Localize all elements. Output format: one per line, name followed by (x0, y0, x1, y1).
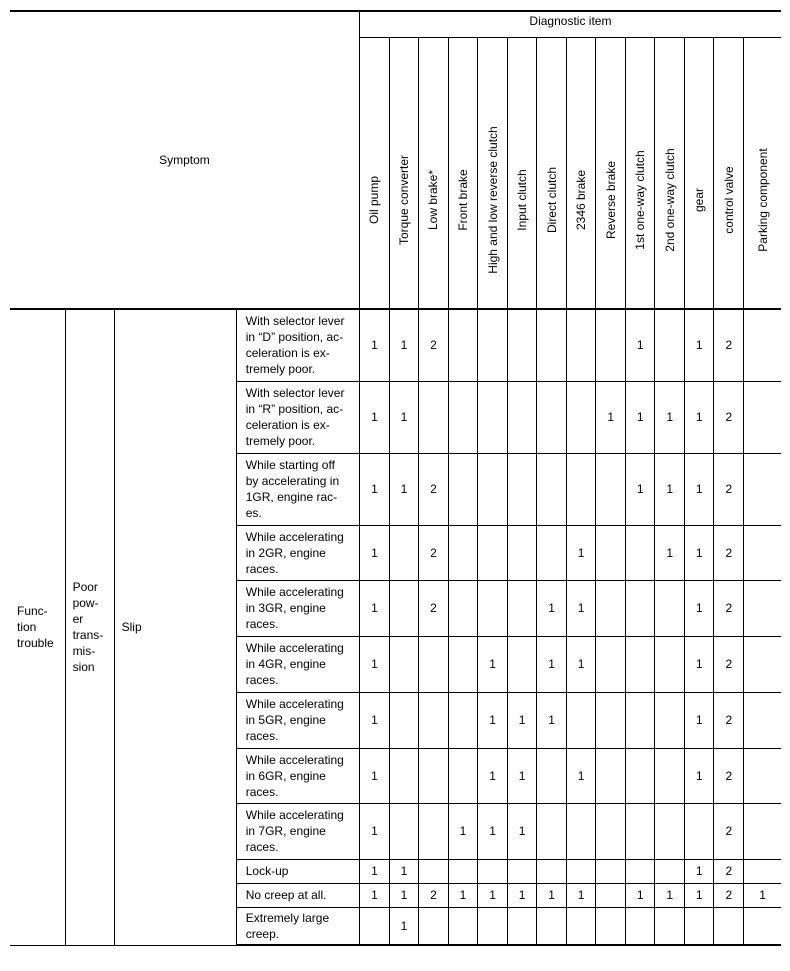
priority-cell (567, 453, 596, 525)
priority-cell: 1 (626, 309, 655, 381)
table-row (10, 309, 781, 381)
symptom-condition: Lock-up (236, 859, 359, 883)
priority-cell (655, 748, 685, 803)
column-header-label: Reverse brake (603, 160, 618, 240)
column-header (714, 38, 744, 310)
priority-cell: 2 (714, 636, 744, 692)
priority-cell: 1 (389, 381, 418, 453)
priority-cell: 1 (389, 453, 418, 525)
priority-cell: 1 (389, 309, 418, 381)
priority-cell: 1 (685, 381, 714, 453)
priority-cell (508, 309, 537, 381)
priority-cell: 1 (626, 883, 655, 907)
priority-cell (478, 525, 508, 580)
priority-cell: 1 (448, 883, 477, 907)
column-header-label: control valve (721, 166, 736, 234)
priority-cell (567, 692, 596, 748)
priority-cell (567, 907, 596, 945)
priority-cell: 1 (596, 381, 626, 453)
priority-cell: 2 (714, 883, 744, 907)
symptom-condition: While starting off by accelerating in 1GR, engine rac- es. (236, 453, 359, 525)
priority-cell (508, 907, 537, 945)
priority-cell (744, 748, 781, 803)
priority-cell: 1 (685, 525, 714, 580)
priority-cell (448, 748, 477, 803)
priority-cell: 1 (655, 525, 685, 580)
priority-cell: 1 (359, 580, 389, 636)
priority-cell (537, 907, 567, 945)
priority-cell (744, 859, 781, 883)
priority-cell (537, 453, 567, 525)
priority-cell (448, 309, 477, 381)
column-header-label: Front brake (456, 169, 470, 231)
priority-cell (655, 309, 685, 381)
priority-cell: 1 (537, 692, 567, 748)
priority-cell (478, 580, 508, 636)
priority-cell (418, 859, 448, 883)
column-header-label: Parking component (755, 148, 770, 252)
priority-cell: 2 (418, 883, 448, 907)
priority-cell (655, 580, 685, 636)
priority-cell: 1 (478, 636, 508, 692)
symptom-header: Symptom (10, 11, 359, 309)
priority-cell: 1 (567, 580, 596, 636)
priority-cell (389, 525, 418, 580)
priority-cell (655, 907, 685, 945)
priority-cell: 1 (359, 636, 389, 692)
column-header (567, 38, 596, 310)
priority-cell: 2 (714, 453, 744, 525)
priority-cell: 2 (418, 309, 448, 381)
priority-cell (537, 309, 567, 381)
priority-cell (596, 309, 626, 381)
priority-cell (389, 636, 418, 692)
priority-cell (655, 692, 685, 748)
priority-cell (744, 453, 781, 525)
priority-cell: 1 (537, 883, 567, 907)
priority-cell (596, 636, 626, 692)
priority-cell: 1 (359, 692, 389, 748)
priority-cell: 1 (685, 309, 714, 381)
priority-cell (626, 580, 655, 636)
priority-cell (685, 803, 714, 859)
column-header (655, 38, 685, 310)
priority-cell: 1 (478, 883, 508, 907)
priority-cell: 1 (478, 748, 508, 803)
priority-cell (537, 803, 567, 859)
diagnostic-item-header: Diagnostic item (359, 11, 781, 38)
priority-cell: 2 (714, 381, 744, 453)
priority-cell (508, 580, 537, 636)
symptom-condition: While accelerating in 4GR, engine races. (236, 636, 359, 692)
priority-cell: 1 (685, 883, 714, 907)
priority-cell (626, 636, 655, 692)
priority-cell: 2 (418, 453, 448, 525)
priority-cell: 1 (567, 525, 596, 580)
priority-cell (418, 748, 448, 803)
column-header-label: Input clutch (515, 169, 530, 231)
priority-cell (389, 580, 418, 636)
column-header-label: 1st one-way clutch (633, 150, 648, 250)
priority-cell: 1 (655, 453, 685, 525)
priority-cell (508, 859, 537, 883)
priority-cell (418, 907, 448, 945)
priority-cell: 1 (685, 580, 714, 636)
header-row-top (10, 11, 781, 38)
symptom-condition: Extremely large creep. (236, 907, 359, 945)
priority-cell: 1 (359, 381, 389, 453)
priority-cell (537, 381, 567, 453)
priority-cell: 1 (685, 636, 714, 692)
priority-cell (478, 859, 508, 883)
column-header (596, 38, 626, 310)
priority-cell: 1 (537, 580, 567, 636)
priority-cell (359, 907, 389, 945)
column-header (744, 38, 781, 310)
priority-cell: 2 (418, 580, 448, 636)
priority-cell (478, 381, 508, 453)
priority-cell (389, 748, 418, 803)
priority-cell (596, 692, 626, 748)
priority-cell (626, 692, 655, 748)
priority-cell (537, 859, 567, 883)
priority-cell: 2 (418, 525, 448, 580)
priority-cell: 1 (389, 883, 418, 907)
priority-cell (448, 907, 477, 945)
priority-cell (626, 907, 655, 945)
priority-cell (596, 859, 626, 883)
priority-cell (626, 525, 655, 580)
priority-cell (448, 580, 477, 636)
priority-cell: 1 (744, 883, 781, 907)
priority-cell: 1 (655, 883, 685, 907)
priority-cell: 1 (626, 381, 655, 453)
column-header (626, 38, 655, 310)
priority-cell (655, 636, 685, 692)
priority-cell (448, 859, 477, 883)
priority-cell: 1 (567, 636, 596, 692)
priority-cell (596, 883, 626, 907)
priority-cell (537, 748, 567, 803)
priority-cell: 1 (567, 748, 596, 803)
priority-cell: 1 (537, 636, 567, 692)
priority-cell (508, 525, 537, 580)
column-header (508, 38, 537, 310)
priority-cell (626, 748, 655, 803)
priority-cell (596, 803, 626, 859)
symptom-condition: While accelerating in 7GR, engine races. (236, 803, 359, 859)
column-header (359, 38, 389, 310)
priority-cell: 1 (359, 525, 389, 580)
priority-cell: 1 (389, 907, 418, 945)
priority-cell (744, 525, 781, 580)
column-header-label: 2nd one-way clutch (662, 148, 677, 252)
priority-cell: 1 (508, 803, 537, 859)
priority-cell (626, 859, 655, 883)
priority-cell (744, 381, 781, 453)
priority-cell: 2 (714, 692, 744, 748)
priority-cell (418, 803, 448, 859)
column-header-label: Direct clutch (544, 166, 559, 234)
priority-cell (596, 907, 626, 945)
column-header-label: Low brake* (426, 169, 441, 231)
priority-cell (744, 309, 781, 381)
symptom-condition: With selector lever in “D” position, ac- celeration is ex- tremely poor. (236, 309, 359, 381)
priority-cell: 1 (359, 453, 389, 525)
diagnostic-table (10, 10, 781, 946)
priority-cell (418, 692, 448, 748)
category-poor-power-transmission: Poor pow- er trans- mis- sion (65, 309, 114, 945)
priority-cell (478, 453, 508, 525)
column-header-label: Oil pump (367, 175, 382, 225)
priority-cell: 1 (389, 859, 418, 883)
column-header (448, 38, 477, 310)
priority-cell: 1 (685, 453, 714, 525)
priority-cell (448, 692, 477, 748)
priority-cell: 1 (478, 803, 508, 859)
priority-cell (567, 803, 596, 859)
priority-cell (596, 580, 626, 636)
priority-cell: 2 (714, 748, 744, 803)
priority-cell (448, 525, 477, 580)
category-function-trouble: Func- tion trouble (10, 309, 65, 945)
priority-cell: 1 (359, 883, 389, 907)
priority-cell (389, 803, 418, 859)
column-header-label: Torque converter (396, 154, 411, 246)
priority-cell: 2 (714, 309, 744, 381)
priority-cell: 2 (714, 803, 744, 859)
column-header (418, 38, 448, 310)
column-header (389, 38, 418, 310)
priority-cell (418, 636, 448, 692)
priority-cell: 1 (626, 453, 655, 525)
column-header (537, 38, 567, 310)
priority-cell (596, 453, 626, 525)
priority-cell: 2 (714, 580, 744, 636)
priority-cell (448, 636, 477, 692)
symptom-condition: While accelerating in 5GR, engine races. (236, 692, 359, 748)
symptom-condition: While accelerating in 6GR, engine races. (236, 748, 359, 803)
priority-cell: 1 (359, 309, 389, 381)
symptom-condition: With selector lever in “R” position, ac- celeration is ex- tremely poor. (236, 381, 359, 453)
column-header (685, 38, 714, 310)
priority-cell (448, 381, 477, 453)
priority-cell: 1 (508, 692, 537, 748)
priority-cell (744, 907, 781, 945)
priority-cell: 2 (714, 525, 744, 580)
priority-cell (596, 525, 626, 580)
symptom-condition: No creep at all. (236, 883, 359, 907)
priority-cell: 1 (359, 803, 389, 859)
column-header-label: High and low reverse clutch (485, 126, 500, 274)
priority-cell: 1 (655, 381, 685, 453)
priority-cell: 1 (448, 803, 477, 859)
priority-cell (567, 381, 596, 453)
priority-cell: 1 (478, 692, 508, 748)
priority-cell (418, 381, 448, 453)
priority-cell (744, 636, 781, 692)
priority-cell (478, 309, 508, 381)
table-body (10, 309, 781, 945)
priority-cell (744, 692, 781, 748)
priority-cell: 1 (359, 748, 389, 803)
priority-cell (596, 748, 626, 803)
priority-cell: 1 (508, 883, 537, 907)
priority-cell (744, 803, 781, 859)
priority-cell (567, 309, 596, 381)
priority-cell: 1 (508, 748, 537, 803)
priority-cell (508, 636, 537, 692)
symptom-condition: While accelerating in 2GR, engine races. (236, 525, 359, 580)
column-header-label: gear (692, 187, 707, 213)
priority-cell (478, 907, 508, 945)
priority-cell: 1 (685, 692, 714, 748)
priority-cell (685, 907, 714, 945)
priority-cell: 1 (685, 748, 714, 803)
category-slip: Slip (114, 309, 236, 945)
priority-cell: 1 (685, 859, 714, 883)
priority-cell (389, 692, 418, 748)
priority-cell (448, 453, 477, 525)
priority-cell (655, 803, 685, 859)
priority-cell (655, 859, 685, 883)
priority-cell: 1 (567, 883, 596, 907)
priority-cell (744, 580, 781, 636)
priority-cell (714, 907, 744, 945)
priority-cell (567, 859, 596, 883)
priority-cell: 2 (714, 859, 744, 883)
priority-cell (508, 381, 537, 453)
priority-cell: 1 (359, 859, 389, 883)
column-header (478, 38, 508, 310)
priority-cell (508, 453, 537, 525)
priority-cell (626, 803, 655, 859)
priority-cell (537, 525, 567, 580)
symptom-condition: While accelerating in 3GR, engine races. (236, 580, 359, 636)
column-header-label: 2346 brake (574, 169, 589, 231)
